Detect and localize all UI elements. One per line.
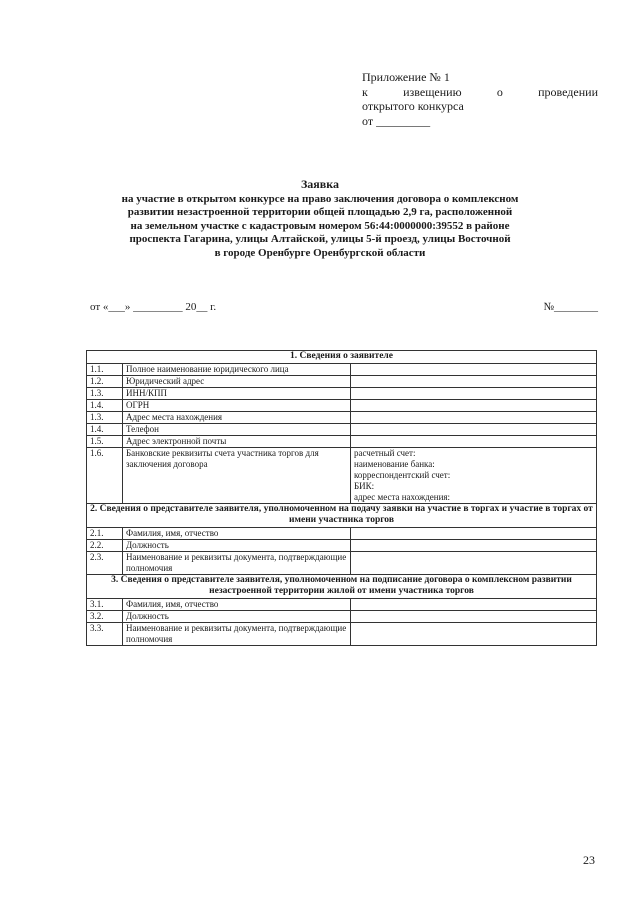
table-row [87, 598, 597, 610]
value-cell[interactable] [351, 411, 597, 423]
application-form-table [86, 350, 597, 646]
value-cell[interactable] [351, 527, 597, 539]
row-label: ОГРН [123, 399, 351, 411]
table-row [87, 375, 597, 387]
annex-word: извещению [403, 84, 462, 99]
application-date: от «___» _________ 20__ г. [90, 301, 217, 313]
annex-header [362, 70, 598, 128]
annex-word: к [362, 84, 368, 99]
value-cell[interactable] [351, 399, 597, 411]
section3-header: 3. Сведения о представителе заявителя, уполномоченном на подписание договора о комплексном развитии незастроенной территории жилой от имени участника торгов [87, 574, 597, 598]
bank-field: корреспондентский счет: [354, 469, 451, 480]
table-row [87, 527, 597, 539]
value-cell[interactable] [351, 387, 597, 399]
row-number: 1.3. [87, 411, 123, 423]
row-label: Адрес электронной почты [123, 435, 351, 447]
row-number: 1.5. [87, 435, 123, 447]
bank-field: наименование банка: [354, 458, 435, 469]
row-number: 3.1. [87, 598, 123, 610]
row-number: 1.2. [87, 375, 123, 387]
row-label: Банковские реквизиты счета участника торгов для заключения договора [123, 447, 351, 503]
title-heading: Заявка [300, 177, 340, 191]
value-cell[interactable] [351, 363, 597, 375]
row-number: 2.3. [87, 551, 123, 574]
title-line: проспекта Гагарина, улицы Алтайской, улицы 5-й проезд, улицы Восточной [129, 233, 511, 245]
application-number: №________ [543, 301, 598, 313]
row-label: Адрес места нахождения [123, 411, 351, 423]
table-row [87, 399, 597, 411]
row-label: Наименование и реквизиты документа, подтверждающие полномочия [123, 622, 351, 645]
value-cell[interactable] [351, 435, 597, 447]
row-label: ИНН/КПП [123, 387, 351, 399]
section1-header: 1. Сведения о заявителе [87, 351, 597, 364]
table-row [87, 363, 597, 375]
table-row [87, 435, 597, 447]
page-number: 23 [583, 853, 595, 867]
annex-line2 [362, 85, 598, 100]
value-cell[interactable] [351, 375, 597, 387]
row-number: 3.2. [87, 610, 123, 622]
date-number-row [90, 301, 598, 313]
table-row [87, 423, 597, 435]
bank-field: адрес места нахождения: [354, 491, 451, 502]
title-line: развитии незастроенной территории общей площадью 2,9 га, расположенной [127, 206, 513, 218]
row-number: 1.6. [87, 447, 123, 503]
row-label: Должность [123, 610, 351, 622]
row-number: 2.1. [87, 527, 123, 539]
annex-word: проведении [538, 84, 598, 99]
table-row [87, 551, 597, 574]
section-header-row [87, 503, 597, 527]
row-number: 1.3. [87, 387, 123, 399]
row-number: 2.2. [87, 539, 123, 551]
value-cell[interactable] [351, 539, 597, 551]
table-row [87, 387, 597, 399]
value-cell[interactable] [351, 423, 597, 435]
bank-field: БИК: [354, 480, 375, 491]
annex-line3: открытого конкурса [362, 99, 464, 113]
bank-field: расчетный счет: [354, 447, 416, 458]
bank-details-row [87, 447, 597, 503]
row-label: Юридический адрес [123, 375, 351, 387]
row-number: 1.4. [87, 423, 123, 435]
row-number: 1.4. [87, 399, 123, 411]
title-line: на участие в открытом конкурсе на право заключения договора о комплексном [121, 192, 519, 205]
row-label: Наименование и реквизиты документа, подтверждающие полномочия [123, 551, 351, 574]
table-row [87, 610, 597, 622]
annex-word: о [496, 84, 503, 99]
section-header-row [87, 574, 597, 598]
document-title [60, 178, 580, 260]
value-cell[interactable] [351, 551, 597, 574]
bank-details-cell[interactable] [351, 447, 597, 503]
table-row [87, 539, 597, 551]
table-row [87, 411, 597, 423]
annex-title: Приложение № 1 [362, 70, 450, 84]
row-number: 3.3. [87, 622, 123, 645]
value-cell[interactable] [351, 622, 597, 645]
row-label: Телефон [123, 423, 351, 435]
section2-header: 2. Сведения о представителе заявителя, уполномоченном на подачу заявки на участие в торгах и участие в торгах от имени участника торгов [87, 503, 597, 527]
table-row [87, 622, 597, 645]
section-header-row [87, 351, 597, 364]
annex-date: от _________ [362, 113, 431, 128]
row-label: Фамилия, имя, отчество [123, 527, 351, 539]
row-label: Фамилия, имя, отчество [123, 598, 351, 610]
value-cell[interactable] [351, 610, 597, 622]
row-number: 1.1. [87, 363, 123, 375]
row-label: Полное наименование юридического лица [123, 363, 351, 375]
row-label: Должность [123, 539, 351, 551]
value-cell[interactable] [351, 598, 597, 610]
title-line: в городе Оренбурге Оренбургской области [214, 246, 426, 259]
title-line: на земельном участке с кадастровым номером 56:44:0000000:39552 в районе [130, 219, 510, 232]
